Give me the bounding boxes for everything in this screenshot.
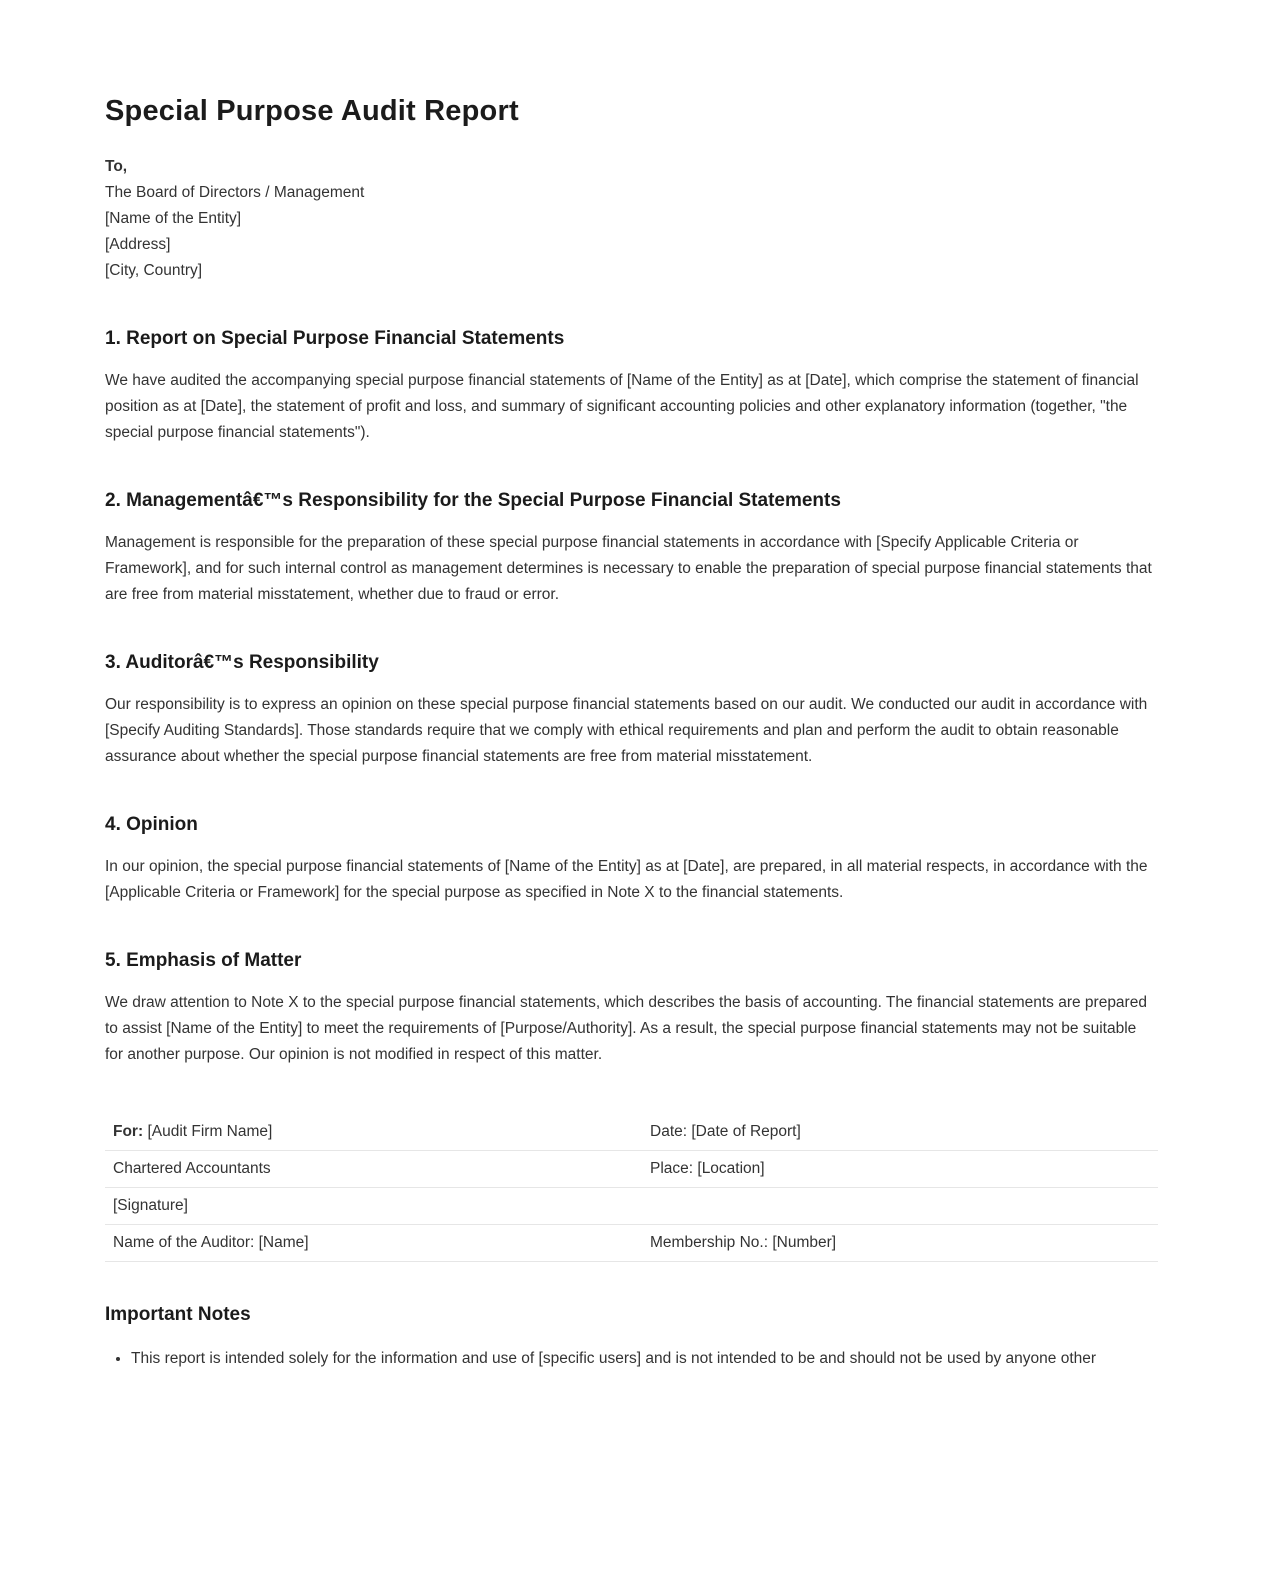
recipient-line: [City, Country] — [105, 262, 203, 279]
section-report — [105, 328, 1158, 446]
section-heading: 1. Report on Special Purpose Financial Statements — [105, 328, 565, 349]
notes-heading: Important Notes — [105, 1304, 251, 1325]
table-cell-designation: Chartered Accountants — [113, 1160, 271, 1177]
recipient-block — [105, 154, 1158, 284]
recipient-line: [Name of the Entity] — [105, 210, 242, 227]
table-row — [105, 1188, 1158, 1225]
for-label: For: — [113, 1123, 144, 1140]
note-item: • This report is intended solely for the information and use of [specific users] and is not intended to be and should not be used by anyone other — [131, 1346, 1158, 1372]
section-heading: 4. Opinion — [105, 814, 198, 835]
section-body: In our opinion, the special purpose financial statements of [Name of the Entity] as at [Date], are prepared, in all material respects, in accordance with the [Applicable Criteria or Framework] for the special purpose as specified in Note X to the financial statements. — [105, 858, 1148, 901]
notes-list — [105, 1346, 1158, 1372]
section-auditor-responsibility — [105, 652, 1158, 770]
section-opinion — [105, 814, 1158, 906]
section-heading: 3. Auditorâ€™s Responsibility — [105, 652, 379, 673]
table-cell-place: Place: [Location] — [650, 1160, 765, 1177]
table-cell-signature: [Signature] — [113, 1197, 188, 1214]
table-cell-date: Date: [Date of Report] — [650, 1123, 801, 1140]
table-row — [105, 1114, 1158, 1151]
section-emphasis-of-matter — [105, 950, 1158, 1068]
table-row — [105, 1151, 1158, 1188]
section-heading: 2. Managementâ€™s Responsibility for the Special Purpose Financial Statements — [105, 490, 841, 511]
firm-name: [Audit Firm Name] — [143, 1123, 273, 1140]
section-management-responsibility — [105, 490, 1158, 608]
signature-table — [105, 1114, 1158, 1262]
recipient-line: [Address] — [105, 236, 171, 253]
section-body: Management is responsible for the preparation of these special purpose financial statements in accordance with [Specify Applicable Criteria or Framework], and for such internal control as management determines is necessary to enable the preparation of special purpose financial statements that are free from material misstatement, whether due to fraud or error. — [105, 534, 1152, 603]
table-row — [105, 1225, 1158, 1262]
recipient-line: The Board of Directors / Management — [105, 184, 365, 201]
section-body: We draw attention to Note X to the special purpose financial statements, which describes the basis of accounting. The financial statements are prepared to assist [Name of the Entity] to meet the requirements of [Purpose/Authority]. As a result, the special purpose financial statements may not be suitable for another purpose. Our opinion is not modified in respect of this matter. — [105, 994, 1147, 1063]
document-title: Special Purpose Audit Report — [105, 95, 519, 127]
section-body: Our responsibility is to express an opinion on these special purpose financial statements based on our audit. We conducted our audit in accordance with [Specify Auditing Standards]. Those standards require that we comply with ethical requirements and plan and perform the audit to obtain reasonable assurance about whether the special purpose financial statements are free from material misstatement. — [105, 696, 1148, 765]
section-heading: 5. Emphasis of Matter — [105, 950, 302, 971]
section-body: We have audited the accompanying special purpose financial statements of [Name of the Entity] as at [Date], which comprise the statement of financial position as at [Date], the statement of profit and loss, and summary of significant accounting policies and other explanatory information (together, "the special purpose financial statements"). — [105, 372, 1139, 441]
salutation: To, — [105, 158, 128, 175]
table-cell-membership: Membership No.: [Number] — [650, 1234, 837, 1251]
table-cell-auditor-name: Name of the Auditor: [Name] — [113, 1234, 309, 1251]
table-cell-firm — [105, 1123, 650, 1141]
